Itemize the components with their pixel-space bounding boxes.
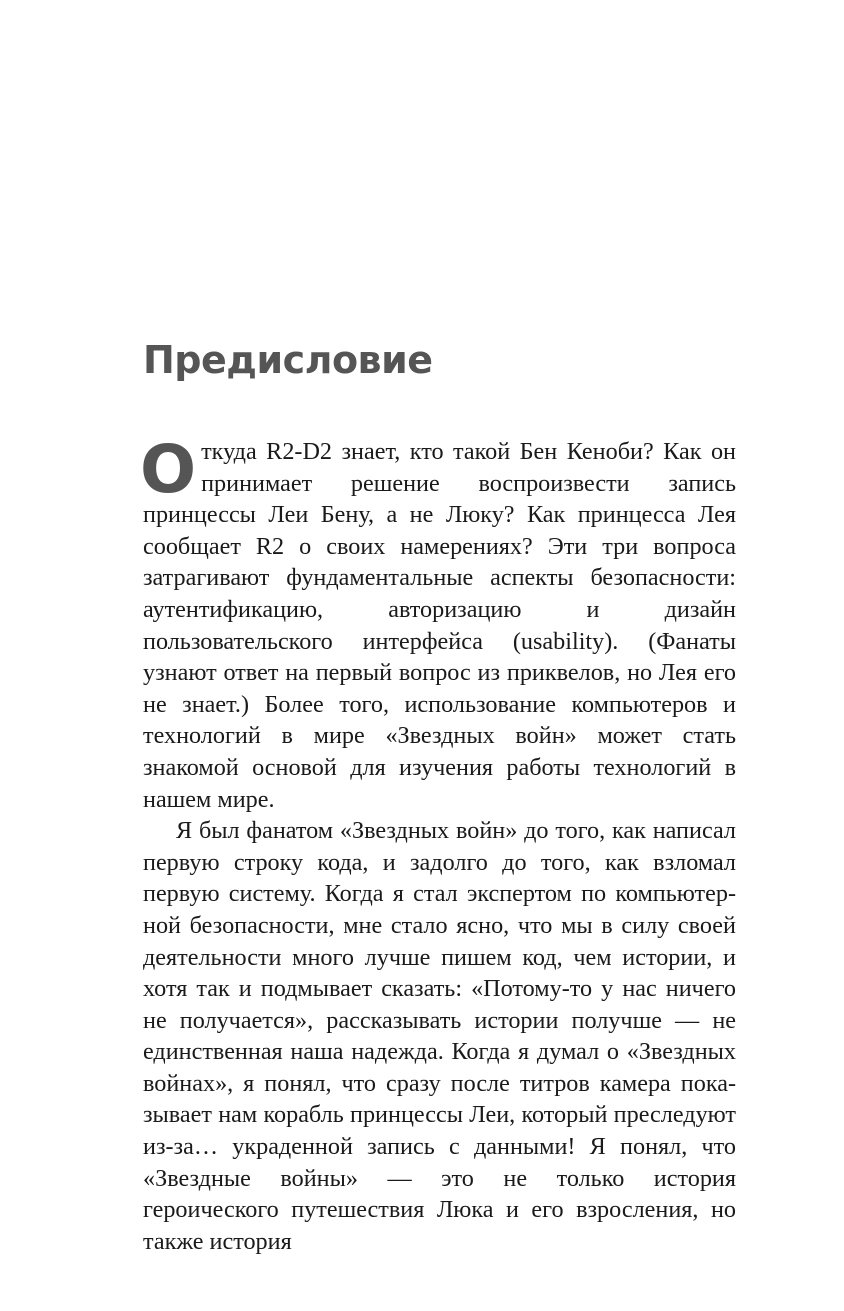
paragraph-2: Я был фанатом «Звездных войн» до того, как написал первую строку кода, и задолго до того, как взломал первую систему. Когда я стал экспертом по компьютерной безопасности, мне стало ясно, что мы в силу своей деятельности много лучше пишем код, чем истории, и хотя так и подмывает сказать: «Потому-то у нас ничего не получается», рассказывать истории получше — не единственная наша надежда. Когда я думал о «Звездных войнах», я понял, что сразу после титров камера показывает нам корабль принцессы Леи, который преследуют из-за… украденной запись с данными! Я понял, что «Звездные войны» — это не только история героического путешествия Люка и его взросления, но также история [143,817,736,1255]
paragraph-1-text: ткуда R2-D2 знает, кто такой Бен Кеноби? Как он принимает решение воспроизвести запись принцессы Леи Бену, а не Люку? Как принцесса Лея сообщает R2 о своих намерениях? Эти три вопроса затрагивают фундаментальные аспекты безопасности: аутентификацию, авторизацию и дизайн пользовательского интерфейса (usability). (Фанаты узнают ответ на первый вопрос из приквелов, но Лея его не знает.) Более того, использование компьютеров и технологий в мире «Звездных войн» может стать знакомой основой для изучения работы технологий в нашем мире. [143,438,736,813]
chapter-title: Предисловие [143,338,433,382]
drop-cap: О [140,431,197,508]
body-text [140,431,736,1257]
paragraph-1 [140,431,736,815]
